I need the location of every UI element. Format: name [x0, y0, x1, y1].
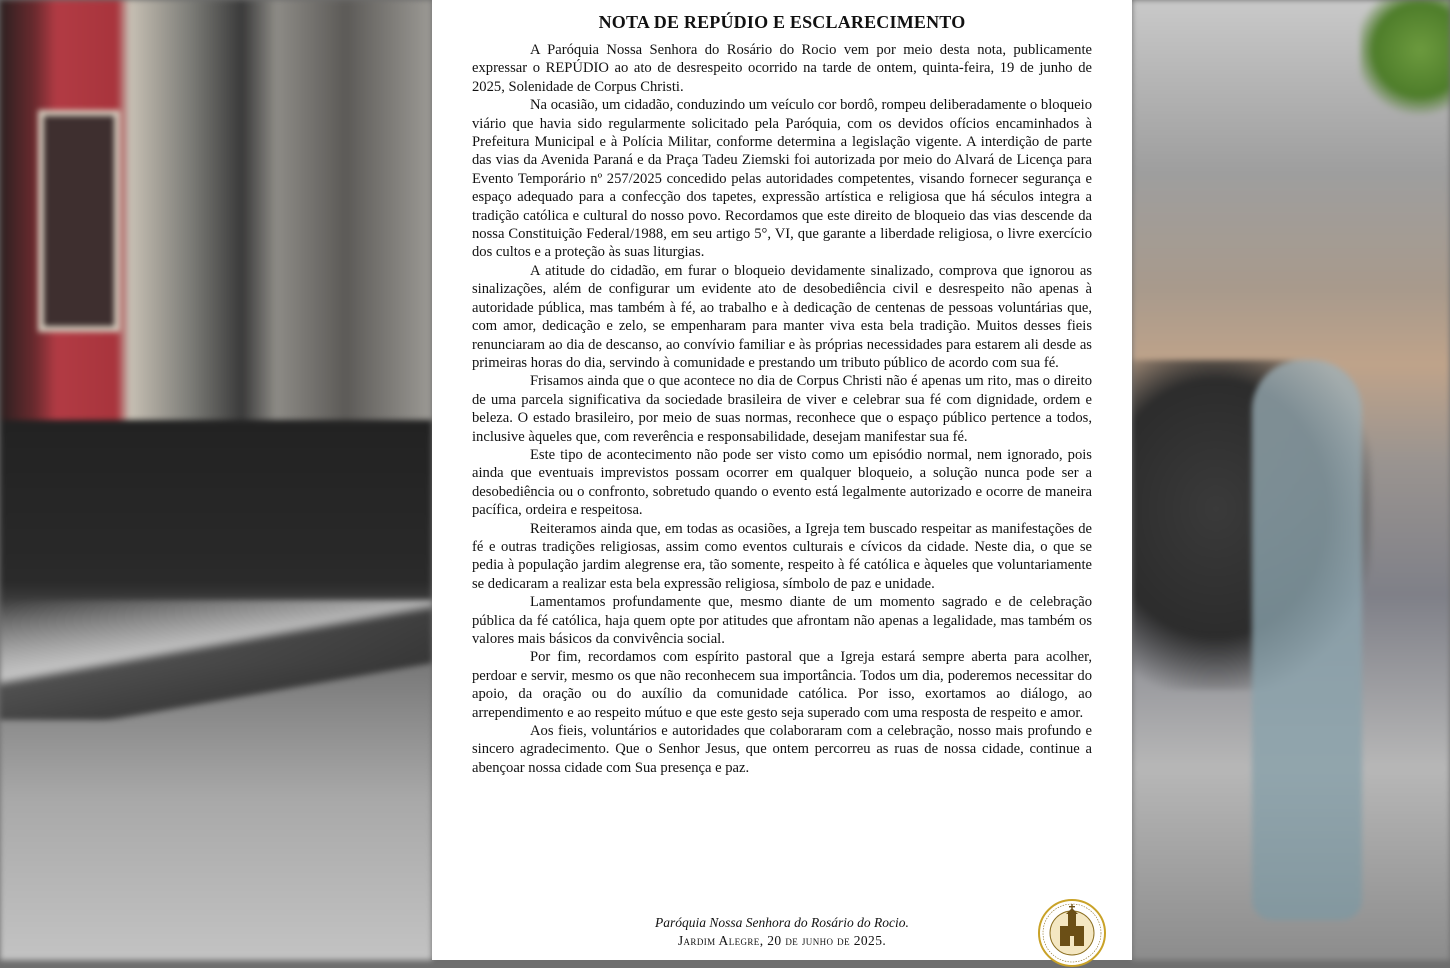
document-sheet	[432, 0, 1132, 960]
paragraph: Na ocasião, um cidadão, conduzindo um veículo cor bordô, rompeu deliberadamente o bloqueio viário que havia sido regularmente solicitado pela Paróquia, com os devidos ofícios encaminhados à Prefeitura Municipal e à Polícia Militar, conforme determina a legislação vigente. A interdição de parte das vias da Avenida Paraná e da Praça Tadeu Ziemski foi autorizada por meio do Alvará de Licença para Evento Temporário nº 257/2025 concedido pelas autoridades competentes, visando fornecer segurança e espaço adequado para a confecção dos tapetes, expressão artística e religiosa que há séculos integra a tradição católica e cultural do nosso povo. Recordamos que este direito de bloqueio das vias descende da nossa Constituição Federal/1988, em seu artigo 5°, VI, que garante a liberdade religiosa, o livre exercício dos cultos e a proteção às suas liturgias.	[472, 97, 1092, 261]
paragraph: Lamentamos profundamente que, mesmo diante de um momento sagrado e de celebração pública da fé católica, haja quem opte por atitudes que afrontam não apenas a legalidade, mas também os valores mais básicos da convivência social.	[472, 594, 1092, 647]
background-photo-right	[1132, 0, 1450, 960]
document-body	[472, 41, 1092, 777]
signature-place-date: Jardim Alegre, 20 de junho de 2025.	[677, 933, 887, 948]
background-curb	[0, 600, 432, 720]
signature-block	[472, 914, 1092, 950]
paragraph: Este tipo de acontecimento não pode ser visto como um episódio normal, nem ignorado, pois ainda que eventuais imprevistos possam ocorrer em qualquer bloqueio, a solução nunca pode ser a desobediência ou o confronto, sobretudo quando o evento está legalmente autorizado e ocorre de maneira pacífica, ordeira e respeitosa.	[472, 446, 1092, 519]
paragraph: A atitude do cidadão, em furar o bloqueio devidamente sinalizado, comprova que ignorou as sinalizações, além de configurar um evidente ato de desobediência civil e desrespeito não apenas à autoridade pública, mas também à fé, ao trabalho e à dedicação de centenas de pessoas voluntárias que, com amor, dedicação e zelo, se empenharam para manter viva esta bela tradição. Muitos desses fieis renunciaram ao dia de descanso, ao convívio familiar e às próprias necessidades para estarem ali desde as primeiras horas do dia, servindo à comunidade e prestando um tributo público de acordo com sua fé.	[472, 262, 1092, 371]
paragraph: Por fim, recordamos com espírito pastoral que a Igreja estará sempre aberta para acolher, perdoar e servir, mesmo os que não reconhecem sua importância. Todos um dia, poderemos necessitar do apoio, da oração ou do auxílio da comunidade católica. Por isso, exortamos ao diálogo, ao arrependimento e ao respeito mútuo e que este gesto seja superado com uma resposta de respeito e amor.	[472, 649, 1092, 721]
background-tree	[1360, 0, 1450, 120]
background-window	[38, 110, 120, 332]
background-figure	[1252, 360, 1362, 920]
paragraph: Reiteramos ainda que, em todas as ocasiões, a Igreja tem buscado respeitar as manifestações de fé e outras tradições religiosas, assim como eventos culturais e cívicos da cidade. Neste dia, o que se pedia à população jardim alegrense era, tão somente, respeito à fé católica e àqueles que voluntariamente se dedicaram a realizar esta bela expressão religiosa, símbolo de paz e unidade.	[472, 520, 1092, 592]
background-photo-left	[0, 0, 432, 960]
paragraph: Aos fieis, voluntários e autoridades que colaboraram com a celebração, nosso mais profundo e sincero agradecimento. Que o Senhor Jesus, que ontem percorreu as ruas de nossa cidade, continue a abençoar nossa cidade com Sua presença e paz.	[472, 723, 1092, 776]
paragraph: A Paróquia Nossa Senhora do Rosário do Rocio vem por meio desta nota, publicamente expressar o REPÚDIO ao ato de desrespeito ocorrido na tarde de ontem, quinta-feira, 19 de junho de 2025, Solenidade de Corpus Christi.	[472, 42, 1092, 95]
parish-seal-icon	[1037, 898, 1107, 968]
paragraph: Frisamos ainda que o que acontece no dia de Corpus Christi não é apenas um rito, mas o direito de uma parcela significativa da sociedade brasileira de viver e celebrar sua fé com dignidade, ordem e beleza. O estado brasileiro, por meio de suas normas, reconhece que o espaço público pertence a todos, inclusive àqueles que, com reverência e responsabilidade, desejam manifestar sua fé.	[472, 373, 1092, 445]
document-title: NOTA DE REPÚDIO E ESCLARECIMENTO	[598, 12, 966, 32]
signature-parish: Paróquia Nossa Senhora do Rosário do Rocio.	[655, 915, 909, 930]
